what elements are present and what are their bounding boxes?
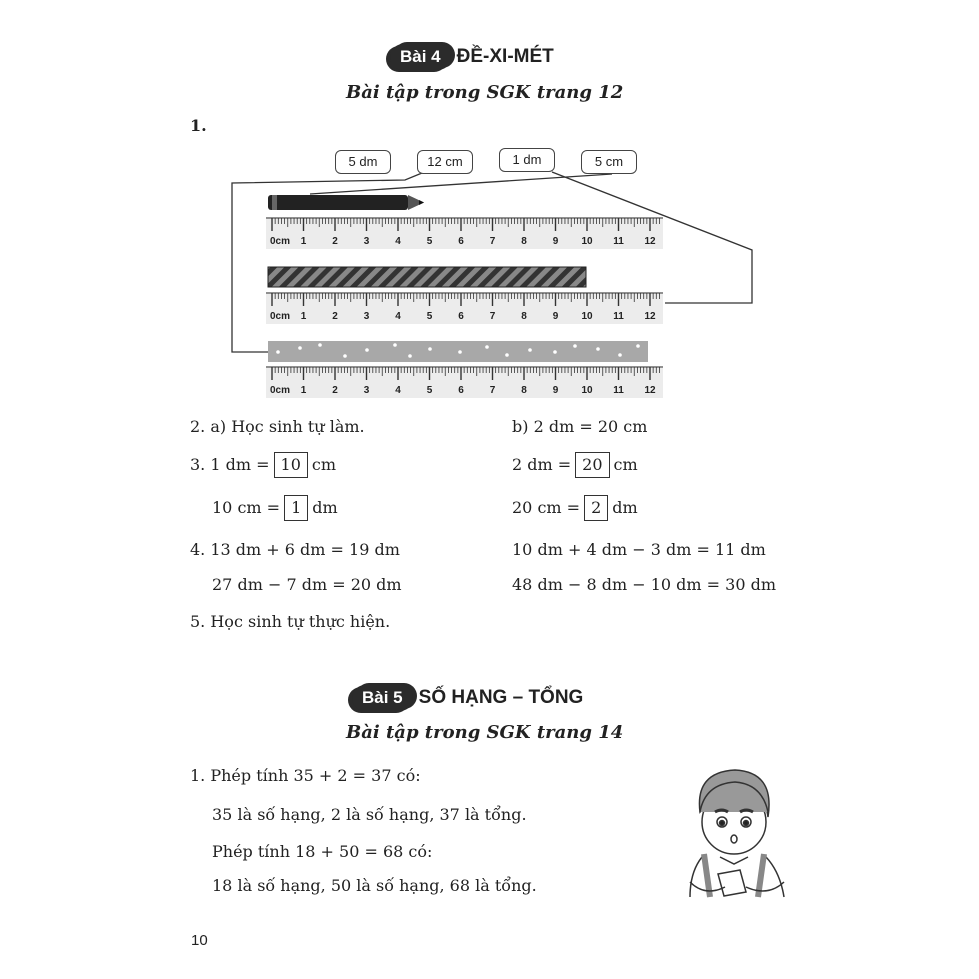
ruler-tick-label: 1	[300, 311, 307, 322]
ruler-tick-label: 8	[521, 236, 527, 247]
ex4-line-1: 4. 13 dm + 6 dm = 19 dm	[190, 540, 400, 559]
ruler-tick-label: 12	[644, 385, 656, 396]
lesson4-badge: Bài 4	[390, 44, 451, 70]
ruler-tick-label: 11	[613, 385, 624, 396]
ruler-tick-label: 10	[581, 311, 593, 322]
unit: cm	[311, 455, 337, 474]
ruler-tick-label: 1	[300, 236, 307, 247]
label-1dm: 1 dm	[499, 148, 555, 172]
ruler-1	[266, 217, 663, 249]
ruler-ticks	[266, 366, 663, 386]
matching-diagram	[0, 0, 979, 420]
ex5: 5. Học sinh tự thực hiện.	[190, 612, 391, 631]
ruler-tick-label: 12	[644, 236, 656, 247]
answer-box: 10	[274, 452, 308, 478]
ruler-tick-label: 0cm	[269, 311, 291, 322]
match-line-5cm	[310, 174, 612, 194]
ruler-tick-label: 5	[426, 236, 433, 247]
hatched-bar	[268, 267, 586, 287]
ruler-ticks	[266, 292, 663, 312]
ex3-row2-left	[212, 495, 338, 521]
label-12cm: 12 cm	[417, 150, 473, 174]
expr: 3. 1 dm =	[190, 455, 270, 474]
ruler-tick-label: 3	[363, 385, 370, 396]
answer-box: 2	[584, 495, 608, 521]
ex3-row2-right	[512, 495, 638, 521]
ruler-tick-label: 9	[552, 311, 559, 322]
ruler-tick-label: 7	[489, 385, 496, 396]
lesson5-header	[352, 685, 583, 711]
ruler-tick-label: 0cm	[269, 236, 291, 247]
pencil	[268, 195, 424, 210]
ruler-tick-label: 12	[644, 311, 656, 322]
ex4-line-4: 48 dm − 8 dm − 10 dm = 30 dm	[512, 575, 776, 594]
unit: cm	[613, 455, 638, 474]
label-5dm: 5 dm	[335, 150, 391, 174]
ruler-tick-label: 2	[332, 311, 338, 322]
answer-box: 20	[575, 452, 609, 478]
ruler-tick-label: 10	[581, 385, 593, 396]
ruler-tick-label: 8	[521, 385, 527, 396]
expr: 10 cm =	[212, 498, 281, 517]
ruler-tick-label: 6	[458, 311, 464, 322]
page-number: 10	[191, 932, 208, 949]
ex3-row1-left	[190, 452, 336, 478]
ruler-ticks	[266, 217, 663, 237]
ruler-tick-label: 11	[613, 311, 624, 322]
ex4-line-3: 27 dm − 7 dm = 20 dm	[212, 575, 402, 594]
ex2b: b) 2 dm = 20 cm	[512, 417, 648, 436]
ruler-tick-label: 9	[552, 385, 559, 396]
lesson5-line-4: 18 là số hạng, 50 là số hạng, 68 là tổng.	[212, 876, 537, 895]
boy-illustration	[680, 762, 792, 902]
ruler-tick-label: 7	[489, 311, 496, 322]
ruler-tick-label: 5	[426, 311, 433, 322]
lesson5-subtitle: Bài tập trong SGK trang 14	[346, 722, 624, 743]
ruler-tick-label: 3	[363, 311, 370, 322]
lesson5-badge: Bài 5	[352, 685, 413, 711]
ruler-tick-label: 10	[581, 236, 593, 247]
ex4-line-2: 10 dm + 4 dm − 3 dm = 11 dm	[512, 540, 766, 559]
ruler-tick-label: 11	[613, 236, 624, 247]
lesson5-title: SỐ HẠNG – TỔNG	[418, 687, 584, 708]
expr: 20 cm =	[512, 498, 581, 517]
lesson5-line-3: Phép tính 18 + 50 = 68 có:	[212, 842, 433, 861]
ruler-tick-label: 4	[395, 236, 401, 247]
lesson4-subtitle: Bài tập trong SGK trang 12	[346, 82, 624, 103]
dotted-ribbon	[268, 341, 648, 362]
ruler-tick-label: 3	[363, 236, 370, 247]
ruler-tick-label: 6	[458, 236, 464, 247]
ruler-tick-label: 6	[458, 385, 464, 396]
ruler-tick-label: 4	[395, 311, 401, 322]
ruler-tick-label: 8	[521, 311, 527, 322]
ex2a: 2. a) Học sinh tự làm.	[190, 417, 365, 436]
exercise1-label: 1.	[190, 116, 207, 135]
ruler-tick-label: 1	[300, 385, 307, 396]
label-5cm: 5 cm	[581, 150, 637, 174]
expr: 2 dm =	[512, 455, 572, 474]
ruler-tick-label: 2	[332, 236, 338, 247]
ruler-tick-label: 5	[426, 385, 433, 396]
unit: dm	[612, 498, 638, 517]
ruler-tick-label: 9	[552, 236, 559, 247]
ruler-3	[266, 366, 663, 398]
lesson4-title: ĐỀ-XI-MÉT	[456, 46, 554, 67]
ruler-2	[266, 292, 663, 324]
ruler-tick-label: 4	[395, 385, 401, 396]
answer-box: 1	[284, 495, 308, 521]
ex3-row1-right	[512, 452, 638, 478]
unit: dm	[312, 498, 338, 517]
lesson5-line-2: 35 là số hạng, 2 là số hạng, 37 là tổng.	[212, 805, 527, 824]
lesson5-line-1: 1. Phép tính 35 + 2 = 37 có:	[190, 766, 421, 785]
ruler-tick-label: 2	[332, 385, 338, 396]
ruler-tick-label: 0cm	[269, 385, 291, 396]
ruler-tick-label: 7	[489, 236, 496, 247]
